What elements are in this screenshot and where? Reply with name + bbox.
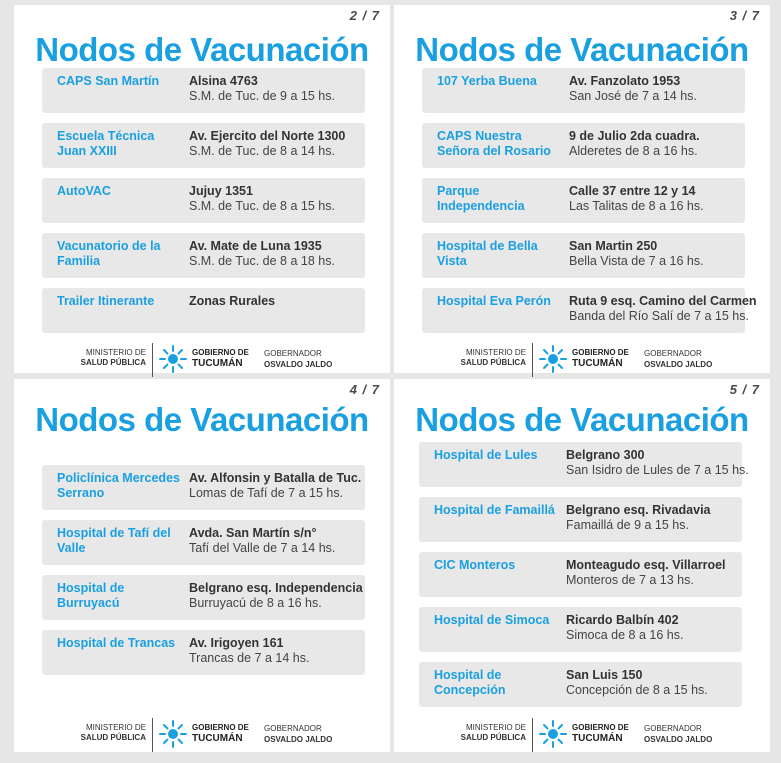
ministry-label: [460, 723, 526, 743]
node-schedule: Las Talitas de 8 a 16 hs.: [569, 199, 704, 213]
node-card: [419, 662, 742, 707]
node-schedule: S.M. de Tuc. de 8 a 15 hs.: [189, 199, 335, 213]
footer: [394, 716, 770, 756]
node-card: [42, 630, 365, 675]
node-name: 107 Yerba Buena: [437, 74, 537, 88]
node-address: Av. Ejercito del Norte 1300: [189, 129, 346, 143]
ministry-line1: MINISTERIO DE: [85, 723, 146, 732]
node-schedule: Lomas de Tafí de 7 a 15 hs.: [189, 486, 344, 500]
footer-divider: [152, 343, 153, 377]
ministry-line2: SALUD PÚBLICA: [80, 358, 146, 367]
node-name: Escuela Técnica Juan XXIII: [57, 129, 155, 158]
node-name: CIC Monteros: [434, 558, 516, 572]
panel-page-2: [14, 5, 390, 373]
node-address: San Martin 250: [569, 239, 658, 253]
ministry-line1: MINISTERIO DE: [465, 348, 526, 357]
node-address: Belgrano 300: [566, 448, 645, 462]
governor-label: [264, 723, 332, 745]
node-schedule: S.M. de Tuc. de 8 a 14 hs.: [189, 144, 335, 158]
node-address: Monteagudo esq. Villarroel: [566, 558, 726, 572]
node-card: [42, 123, 365, 168]
node-card: [419, 442, 749, 487]
ministry-label: [460, 348, 526, 368]
node-card: [422, 123, 745, 168]
node-schedule: Famaillá de 9 a 15 hs.: [566, 518, 689, 532]
node-schedule: Tafí del Valle de 7 a 14 hs.: [189, 541, 336, 555]
node-card: [42, 575, 365, 620]
ministry-line2: SALUD PÚBLICA: [460, 358, 526, 367]
governor-name: OSVALDO JALDO: [644, 735, 713, 744]
node-name: Hospital de Trancas: [57, 636, 176, 650]
node-schedule: Burruyacú de 8 a 16 hs.: [189, 596, 322, 610]
node-schedule: San Isidro de Lules de 7 a 15 hs.: [566, 463, 749, 477]
node-address: Avda. San Martín s/n°: [189, 526, 317, 540]
node-schedule: S.M. de Tuc. de 8 a 18 hs.: [189, 254, 335, 268]
governor-name: OSVALDO JALDO: [264, 735, 333, 744]
node-card: [42, 520, 365, 565]
node-schedule: Bella Vista de 7 a 16 hs.: [569, 254, 704, 268]
node-card: [419, 552, 742, 597]
node-schedule: Banda del Río Salí de 7 a 15 hs.: [569, 309, 749, 323]
node-card: [422, 233, 745, 278]
node-name: Hospital de Bella Vista: [437, 239, 538, 268]
gobierno-line2: TUCUMÁN: [192, 733, 243, 744]
node-card: [42, 68, 365, 113]
node-name: Hospital de Concepción: [434, 668, 506, 697]
gobierno-line2: TUCUMÁN: [192, 358, 243, 369]
footer: [14, 716, 390, 756]
footer-divider: [152, 718, 153, 752]
node-address: Jujuy 1351: [189, 184, 253, 198]
panel-page-4: [14, 379, 390, 752]
page-number: 3 / 7: [729, 8, 760, 23]
node-name: AutoVAC: [57, 184, 111, 198]
node-address: 9 de Julio 2da cuadra.: [569, 129, 700, 143]
node-schedule: S.M. de Tuc. de 9 a 15 hs.: [189, 89, 335, 103]
node-address: Av. Mate de Luna 1935: [189, 239, 322, 253]
panel-title: Nodos de Vacunación: [415, 401, 749, 438]
node-name: Hospital de Famaillá: [434, 503, 555, 517]
node-name: Hospital de Simoca: [434, 613, 550, 627]
footer-divider: [532, 343, 533, 377]
gobierno-line1: GOBIERNO DE: [192, 723, 249, 732]
ministry-label: [80, 348, 146, 368]
node-address: Ruta 9 esq. Camino del Carmen: [569, 294, 757, 308]
node-schedule: Concepción de 8 a 15 hs.: [566, 683, 708, 697]
governor-name: OSVALDO JALDO: [644, 360, 713, 369]
node-name: CAPS San Martín: [57, 74, 160, 88]
node-card: [42, 233, 365, 278]
node-address: Alsina 4763: [189, 74, 258, 88]
node-schedule: Simoca de 8 a 16 hs.: [566, 628, 684, 642]
footer-divider: [532, 718, 533, 752]
node-card: [42, 178, 365, 223]
node-name: Hospital de Burruyacú: [57, 581, 125, 610]
gobierno-label: [572, 347, 629, 369]
footer: [394, 341, 770, 381]
gobierno-line2: TUCUMÁN: [572, 733, 623, 744]
panel-page-3: [394, 5, 770, 373]
node-schedule: San José de 7 a 14 hs.: [569, 89, 697, 103]
node-address: San Luis 150: [566, 668, 643, 682]
node-name: Hospital de Lules: [434, 448, 538, 462]
node-card: [42, 288, 365, 333]
governor-title: GOBERNADOR: [264, 724, 322, 733]
ministry-line2: SALUD PÚBLICA: [80, 733, 146, 742]
node-card: [422, 68, 745, 113]
ministry-line1: MINISTERIO DE: [85, 348, 146, 357]
node-address: Belgrano esq. Rivadavia: [566, 503, 711, 517]
node-card: [422, 288, 757, 333]
node-name: Vacunatorio de la Familia: [57, 239, 161, 268]
governor-title: GOBERNADOR: [644, 724, 702, 733]
node-schedule: Trancas de 7 a 14 hs.: [189, 651, 310, 665]
ministry-line2: SALUD PÚBLICA: [460, 733, 526, 742]
node-name: Parque Independencia: [437, 184, 525, 213]
node-address: Zonas Rurales: [189, 294, 276, 308]
ministry-label: [80, 723, 146, 743]
node-address: Belgrano esq. Independencia: [189, 581, 363, 595]
node-card: [42, 465, 365, 510]
page-number: 4 / 7: [349, 382, 380, 397]
governor-name: OSVALDO JALDO: [264, 360, 333, 369]
page-number: 2 / 7: [349, 8, 380, 23]
node-schedule: Monteros de 7 a 13 hs.: [566, 573, 694, 587]
governor-label: [644, 348, 712, 370]
governor-label: [264, 348, 332, 370]
gobierno-line1: GOBIERNO DE: [192, 348, 249, 357]
panel-title: Nodos de Vacunación: [415, 31, 749, 68]
tucuman-sun-logo-icon: [538, 344, 568, 374]
tucuman-sun-logo-icon: [538, 719, 568, 749]
gobierno-line1: GOBIERNO DE: [572, 348, 629, 357]
node-name: CAPS Nuestra Señora del Rosario: [437, 129, 551, 158]
node-name: Policlínica Mercedes Serrano: [57, 471, 180, 500]
governor-label: [644, 723, 712, 745]
panel-page-5: [394, 379, 770, 752]
gobierno-line2: TUCUMÁN: [572, 358, 623, 369]
page-number: 5 / 7: [729, 382, 760, 397]
node-name: Hospital Eva Perón: [437, 294, 551, 308]
node-schedule: Alderetes de 8 a 16 hs.: [569, 144, 698, 158]
gobierno-line1: GOBIERNO DE: [572, 723, 629, 732]
panel-title: Nodos de Vacunación: [35, 401, 369, 438]
node-name: Trailer Itinerante: [57, 294, 155, 308]
node-address: Av. Fanzolato 1953: [569, 74, 681, 88]
node-address: Calle 37 entre 12 y 14: [569, 184, 696, 198]
panel-title: Nodos de Vacunación: [35, 31, 369, 68]
node-card: [419, 497, 742, 542]
footer: [14, 341, 390, 381]
node-address: Av. Alfonsin y Batalla de Tuc.: [189, 471, 362, 485]
ministry-line1: MINISTERIO DE: [465, 723, 526, 732]
node-address: Av. Irigoyen 161: [189, 636, 284, 650]
node-card: [422, 178, 745, 223]
tucuman-sun-logo-icon: [158, 344, 188, 374]
node-address: Ricardo Balbín 402: [566, 613, 679, 627]
governor-title: GOBERNADOR: [644, 349, 702, 358]
tucuman-sun-logo-icon: [158, 719, 188, 749]
gobierno-label: [192, 347, 249, 369]
node-name: Hospital de Tafí del Valle: [57, 526, 171, 555]
gobierno-label: [572, 722, 629, 744]
gobierno-label: [192, 722, 249, 744]
node-card: [419, 607, 742, 652]
governor-title: GOBERNADOR: [264, 349, 322, 358]
